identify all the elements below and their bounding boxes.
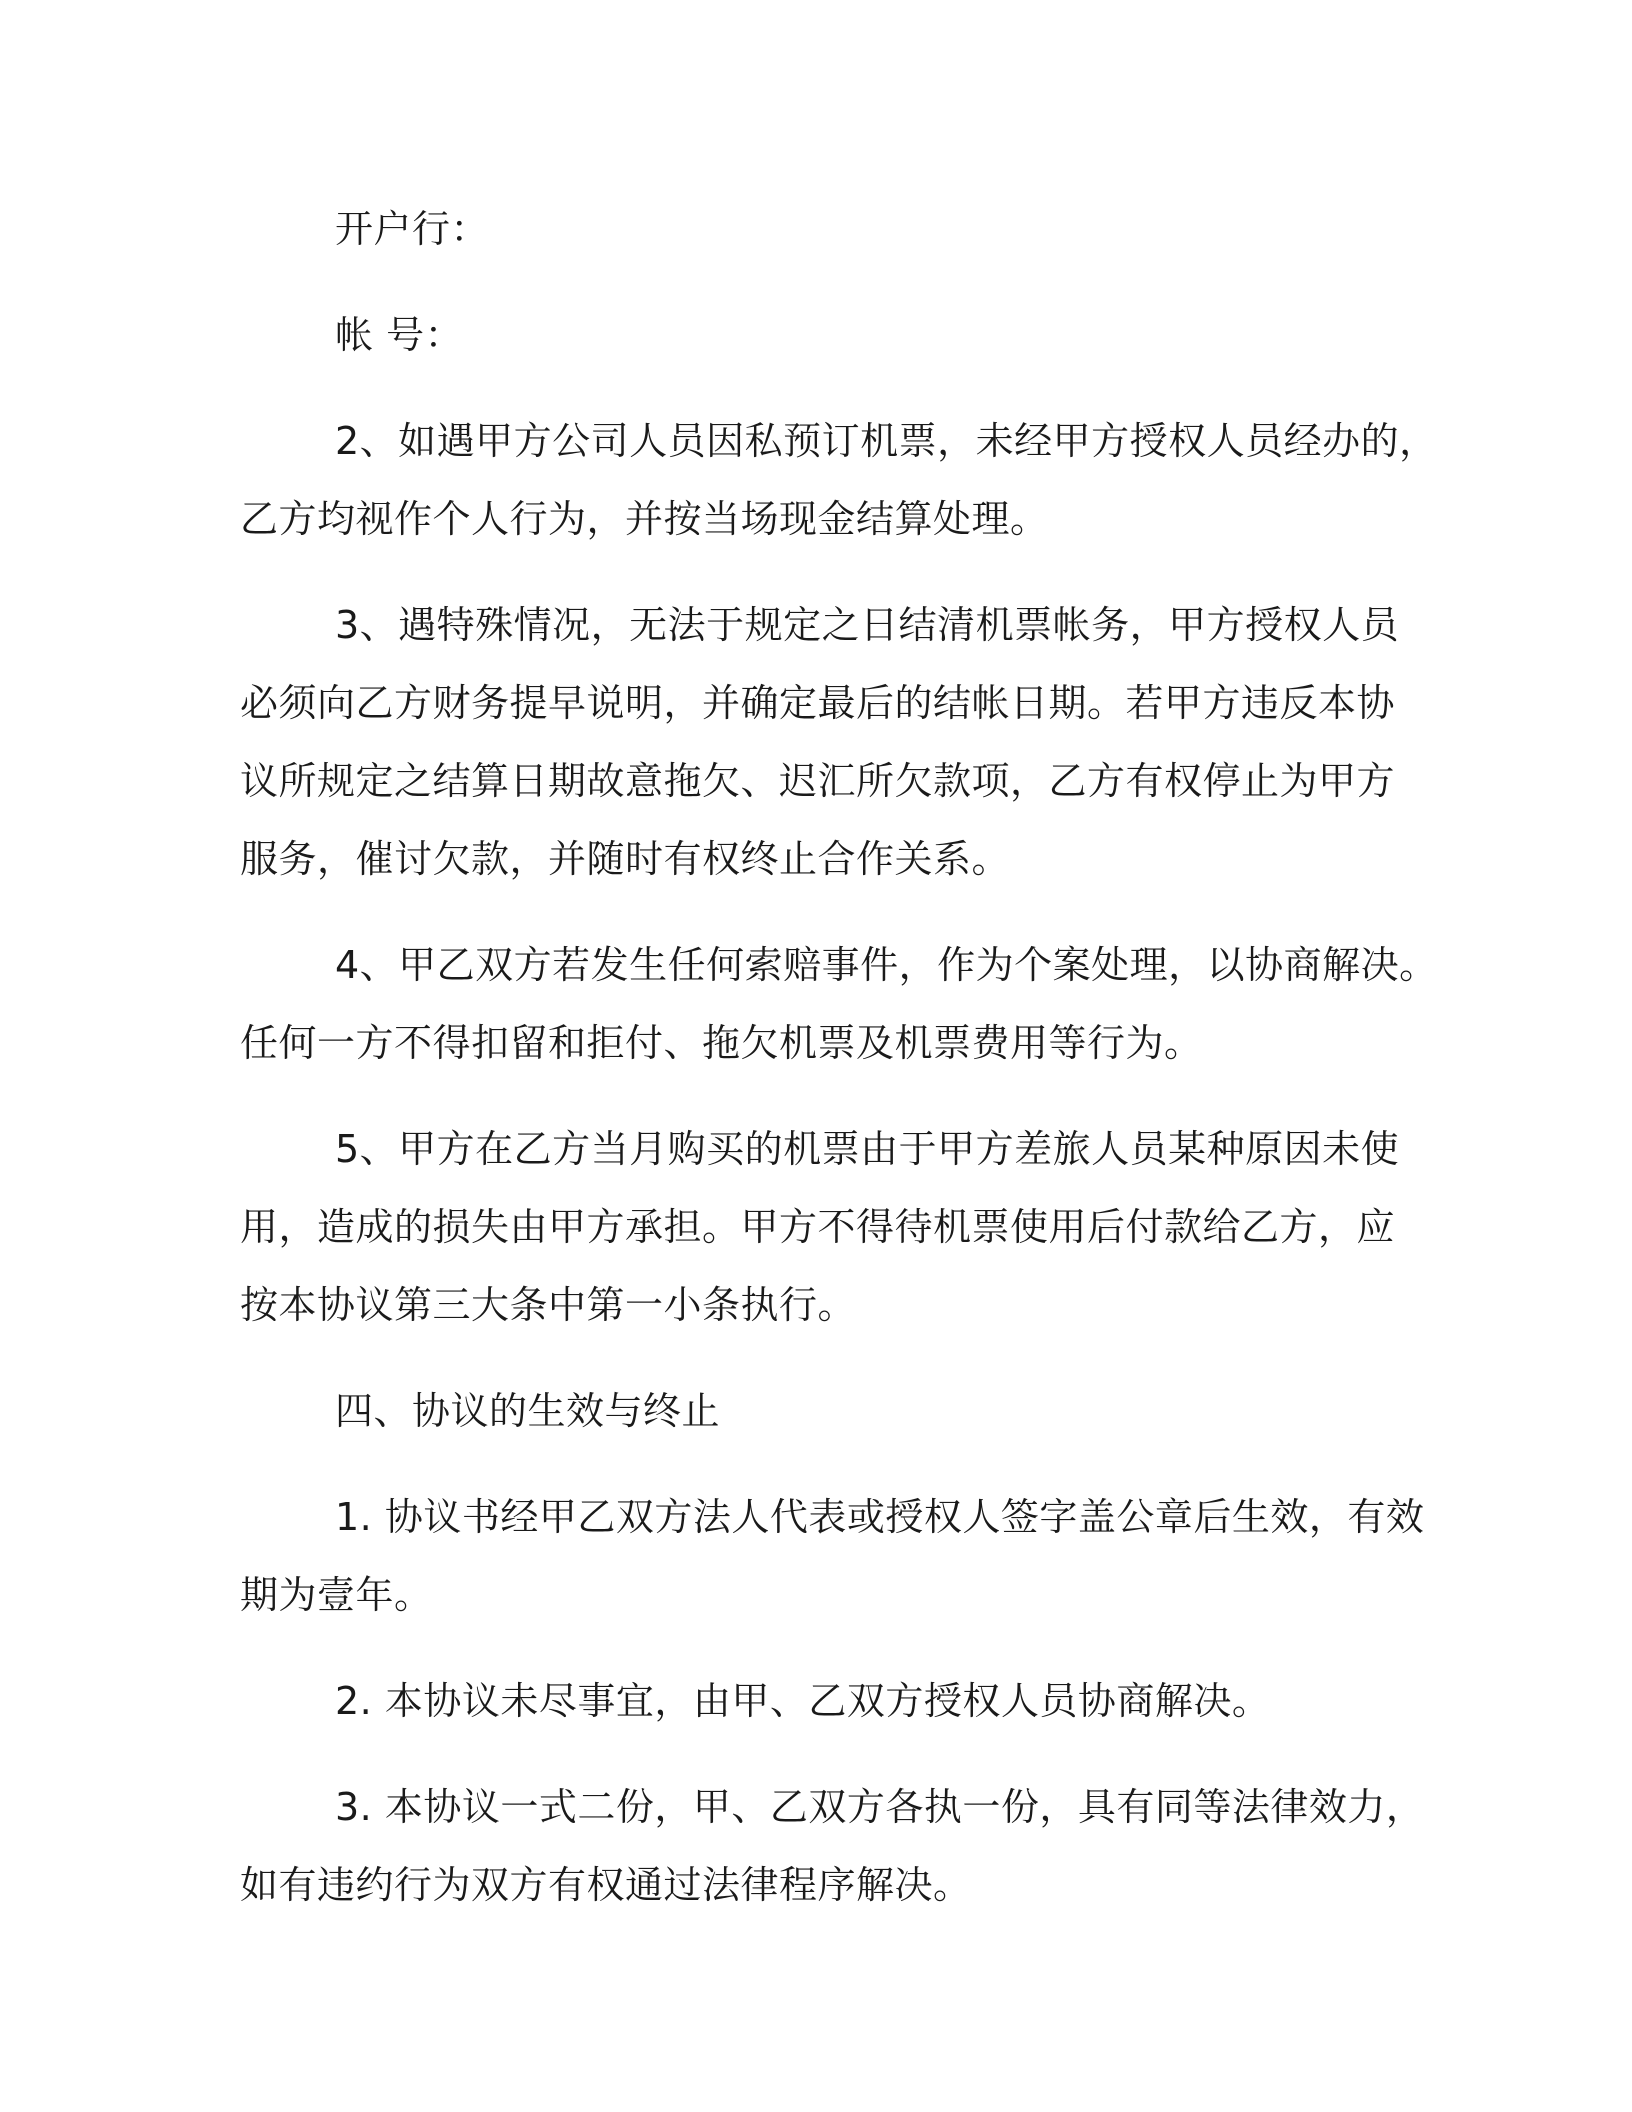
clause-5-line: 用，造成的损失由甲方承担。甲方不得待机票使用后付款给乙方，应 (240, 1205, 1396, 1249)
section-4-title: 四、协议的生效与终止 (335, 1389, 721, 1433)
account-label: 帐 号： (335, 313, 464, 357)
clause-2-line: 乙方均视作个人行为，并按当场现金结算处理。 (240, 497, 1049, 541)
item-2 (240, 1662, 1390, 1740)
document-body (240, 190, 1438, 1924)
clause-3-line: 服务，催讨欠款，并随时有权终止合作关系。 (240, 837, 1011, 881)
clause-5-line: 5、甲方在乙方当月购买的机票由于甲方差旅人员某种原因未使 (335, 1127, 1400, 1171)
clause-4-line: 任何一方不得扣留和拒付、拖欠机票及机票费用等行为。 (240, 1021, 1203, 1065)
clause-3-line: 议所规定之结算日期故意拖欠、迟汇所欠款项，乙方有权停止为甲方 (240, 759, 1396, 803)
clause-3 (240, 586, 1400, 898)
clause-5-line: 按本协议第三大条中第一小条执行。 (240, 1283, 857, 1327)
clause-3-line: 必须向乙方财务提早说明，并确定最后的结帐日期。若甲方违反本协 (240, 681, 1396, 725)
clause-3-line: 3、遇特殊情况，无法于规定之日结清机票帐务，甲方授权人员 (335, 603, 1400, 647)
item-1-line: 1. 协议书经甲乙双方法人代表或授权人签字盖公章后生效，有效 (335, 1495, 1425, 1539)
bank-label: 开户行： (335, 207, 490, 251)
item-2-line: 2. 本协议未尽事宜，由甲、乙双方授权人员协商解决。 (335, 1679, 1271, 1723)
item-3-line: 3. 本协议一式二份，甲、乙双方各执一份，具有同等法律效力， (335, 1785, 1425, 1829)
item-1-line: 期为壹年。 (240, 1573, 433, 1617)
clause-5 (240, 1110, 1400, 1344)
item-3-line: 如有违约行为双方有权通过法律程序解决。 (240, 1863, 972, 1907)
clause-2 (240, 402, 1438, 558)
clause-4 (240, 926, 1438, 1082)
clause-2-line: 2、如遇甲方公司人员因私预订机票，未经甲方授权人员经办的， (335, 419, 1438, 463)
item-1 (240, 1478, 1425, 1634)
item-3 (240, 1768, 1425, 1924)
clause-4-line: 4、甲乙双方若发生任何索赔事件，作为个案处理，以协商解决。 (335, 943, 1438, 987)
